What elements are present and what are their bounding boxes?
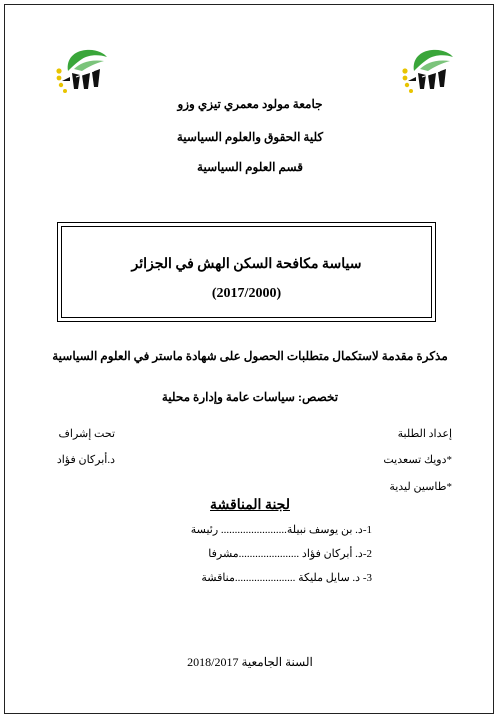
- committee-member-1: 1-د. بن يوسف نبيلة........................ رئيسة: [190, 524, 372, 536]
- thesis-title: سياسة مكافحة السكن الهش في الجزائر: [131, 257, 362, 272]
- supervision-heading: تحت إشراف: [58, 428, 115, 440]
- committee-member-3: 3- د. سايل مليكة ......................مناقشة: [201, 572, 372, 584]
- memo-description: مذكرة مقدمة لاستكمال متطلبات الحصول على شهادة ماستر في العلوم السياسية: [52, 349, 448, 363]
- department-name: قسم العلوم السياسية: [197, 160, 303, 174]
- committee-member-2: 2-د. أبركان فؤاد ......................مشرفا: [208, 548, 372, 560]
- committee-title: لجنة المناقشة: [210, 498, 290, 513]
- supervisor-name: د.أبركان فؤاد: [56, 454, 115, 466]
- university-logo-right: [398, 45, 458, 95]
- specialty: تخصص: سياسات عامة وإدارة محلية: [161, 390, 339, 404]
- student-name-2: *طاسين ليدية: [389, 481, 452, 493]
- thesis-period: (2017/2000): [211, 286, 282, 301]
- university-logo-left: [52, 45, 112, 95]
- university-name: جامعة مولود معمري تيزي وزو: [177, 97, 323, 111]
- title-box: [57, 222, 436, 322]
- academic-year: السنة الجامعية 2018/2017: [187, 655, 313, 669]
- student-name-1: *دويك تسعديت: [383, 454, 452, 466]
- students-heading: إعداد الطلبة: [397, 428, 452, 440]
- faculty-name: كلية الحقوق والعلوم السياسية: [176, 130, 324, 144]
